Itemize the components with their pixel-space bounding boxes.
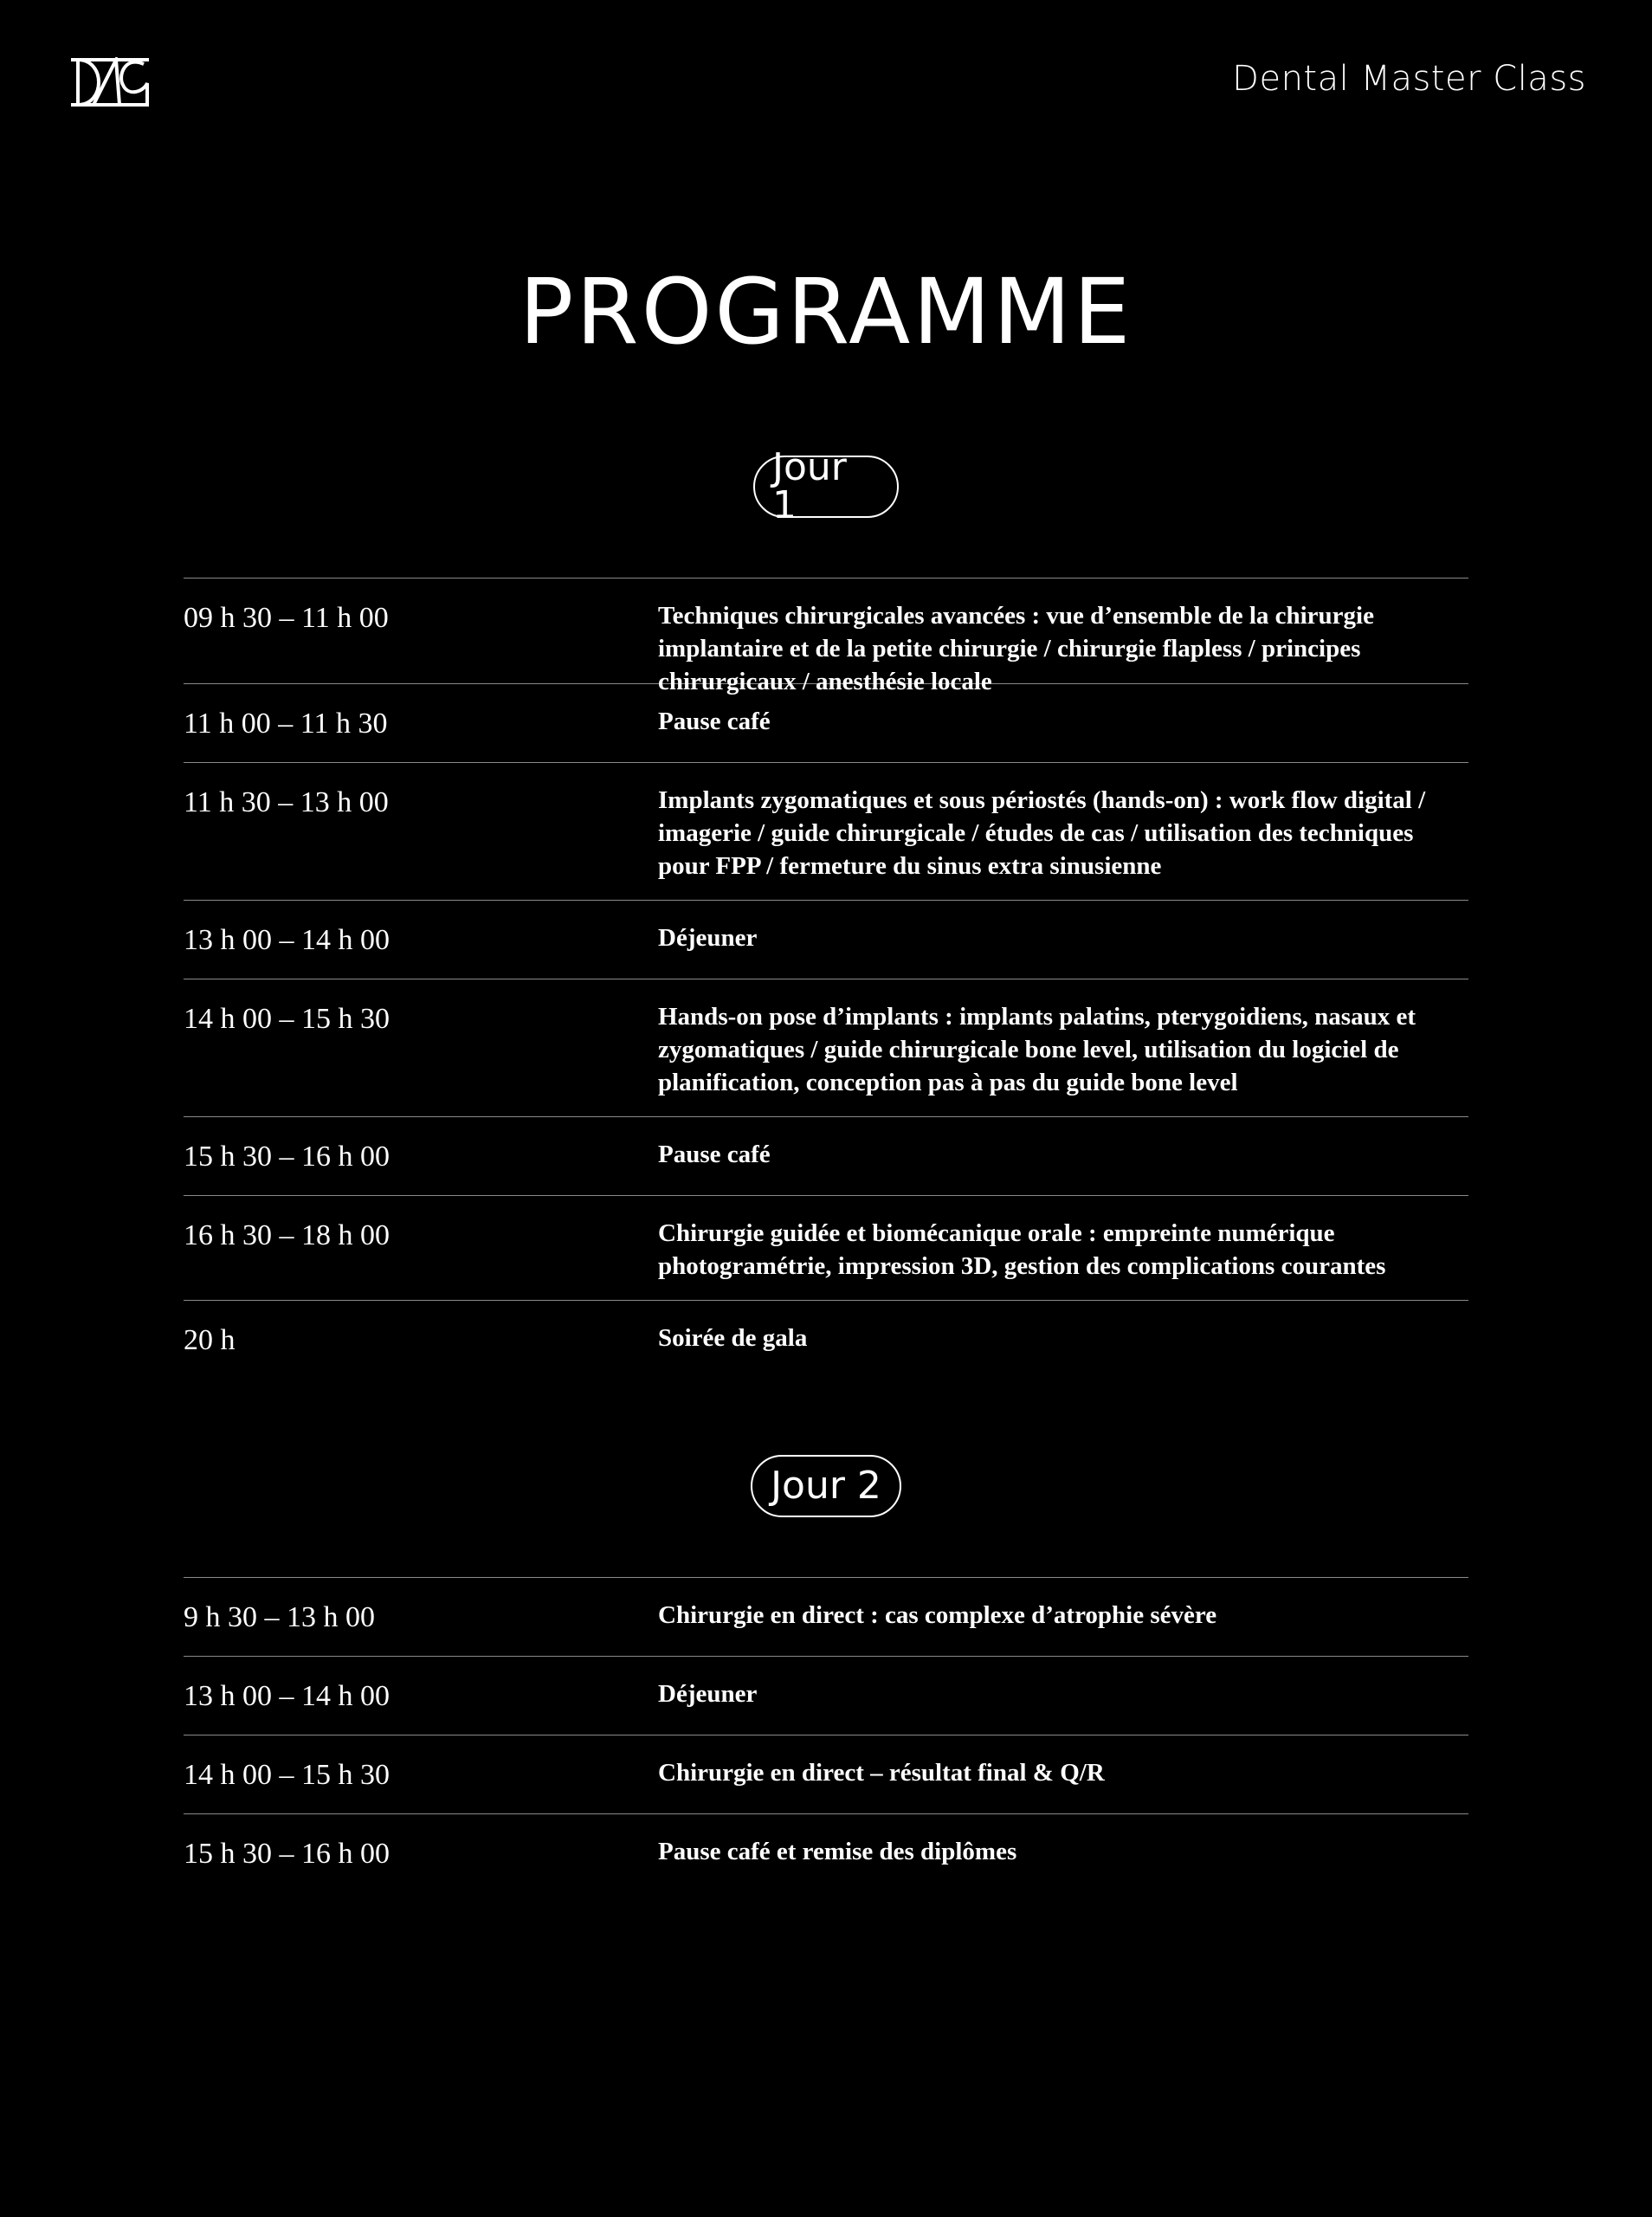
day-1-badge: Jour 1 bbox=[753, 456, 899, 518]
page-title: PROGRAMME bbox=[519, 259, 1133, 365]
session-time: 13 h 00 – 14 h 00 bbox=[184, 924, 390, 956]
session-description: Pause café bbox=[658, 1141, 771, 1168]
table-row bbox=[184, 683, 1468, 762]
day-1-schedule bbox=[184, 578, 1468, 1379]
table-row bbox=[184, 762, 1468, 900]
session-description: Chirurgie en direct : cas complexe d’atrophie sévère bbox=[658, 1601, 1217, 1629]
session-time: 09 h 30 – 11 h 00 bbox=[184, 602, 389, 634]
table-row bbox=[184, 1577, 1468, 1656]
session-description: Techniques chirurgicales avancées : vue d’ensemble de la chirurgie implantaire et de la petite chirurgie / chirurgie flapless / principes chirurgicaux / anesthésie locale bbox=[658, 602, 1374, 695]
session-time: 15 h 30 – 16 h 00 bbox=[184, 1141, 390, 1173]
table-row bbox=[184, 1195, 1468, 1300]
day-2-badge: Jour 2 bbox=[751, 1455, 901, 1517]
dmc-logo-icon bbox=[68, 57, 152, 107]
session-time: 14 h 00 – 15 h 30 bbox=[184, 1003, 390, 1035]
table-row bbox=[184, 1656, 1468, 1735]
session-time: 13 h 00 – 14 h 00 bbox=[184, 1680, 390, 1712]
table-row bbox=[184, 1300, 1468, 1379]
session-time: 14 h 00 – 15 h 30 bbox=[184, 1759, 390, 1791]
session-description: Déjeuner bbox=[658, 924, 758, 952]
session-time: 15 h 30 – 16 h 00 bbox=[184, 1838, 390, 1870]
session-description: Implants zygomatiques et sous périostés (hands-on) : work flow digital / imagerie / guide chirurgicale / études de cas / utilisation des techniques pour FPP / fermeture du sinus extra sinusienne bbox=[658, 786, 1426, 880]
session-time: 11 h 00 – 11 h 30 bbox=[184, 708, 388, 740]
session-time: 20 h bbox=[184, 1324, 236, 1356]
session-description: Chirurgie guidée et biomécanique orale : empreinte numérique photogramétrie, impression 3D, gestion des complications courantes bbox=[658, 1219, 1386, 1280]
table-row bbox=[184, 979, 1468, 1116]
session-time: 9 h 30 – 13 h 00 bbox=[184, 1601, 375, 1633]
table-row bbox=[184, 1735, 1468, 1813]
session-description: Chirurgie en direct – résultat final & Q/R bbox=[658, 1759, 1105, 1787]
session-description: Pause café bbox=[658, 708, 771, 735]
session-description: Déjeuner bbox=[658, 1680, 758, 1708]
session-description: Soirée de gala bbox=[658, 1324, 808, 1352]
session-time: 11 h 30 – 13 h 00 bbox=[184, 786, 389, 818]
table-row bbox=[184, 1116, 1468, 1195]
brand-name: Dental Master Class bbox=[1232, 59, 1586, 99]
session-description: Hands-on pose d’implants : implants palatins, pterygoidiens, nasaux et zygomatiques / guide chirurgicale bone level, utilisation du logiciel de planification, conception pas à pas du guide bone level bbox=[658, 1003, 1416, 1096]
day-2-schedule bbox=[184, 1577, 1468, 1892]
session-time: 16 h 30 – 18 h 00 bbox=[184, 1219, 390, 1251]
table-row bbox=[184, 578, 1468, 695]
table-row bbox=[184, 900, 1468, 979]
session-description: Pause café et remise des diplômes bbox=[658, 1838, 1017, 1865]
table-row bbox=[184, 1813, 1468, 1892]
